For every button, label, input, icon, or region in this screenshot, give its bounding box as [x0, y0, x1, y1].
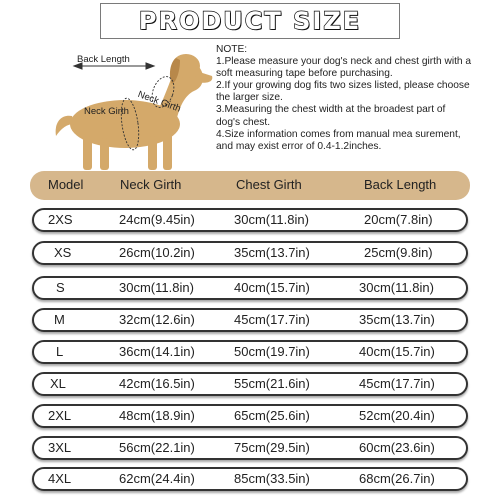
cell-model: 2XS [48, 212, 73, 227]
cell-neck: 62cm(24.4in) [119, 471, 195, 486]
cell-neck: 32cm(12.6in) [119, 312, 195, 327]
dog-measurement-diagram [0, 44, 215, 174]
cell-chest: 40cm(15.7in) [234, 280, 310, 295]
cell-chest: 85cm(33.5in) [234, 471, 310, 486]
header-back-length: Back Length [364, 177, 437, 192]
table-row [32, 372, 468, 396]
cell-model: 3XL [48, 440, 72, 455]
note-line: 2.If your growing dog fits two sizes listed, please choose [216, 80, 470, 92]
note-line: and may exist error of 0.4-1.2inches. [216, 140, 382, 152]
back-length-label: Back Length [77, 54, 130, 65]
title-box [100, 3, 400, 39]
table-row [32, 308, 468, 332]
cell-neck: 48cm(18.9in) [119, 408, 195, 423]
cell-back: 60cm(23.6in) [359, 440, 435, 455]
cell-neck: 30cm(11.8in) [119, 280, 194, 295]
cell-neck: 56cm(22.1in) [119, 440, 195, 455]
neck-girth-label: Neck Girth [84, 106, 129, 117]
table-row [32, 404, 468, 428]
note-line: the larger size. [216, 92, 283, 104]
cell-back: 52cm(20.4in) [359, 408, 435, 423]
note-line: 1.Please measure your dog's neck and chest girth with a [216, 56, 472, 68]
header-model: Model [48, 177, 84, 192]
cell-neck: 26cm(10.2in) [119, 245, 195, 260]
cell-model: XS [54, 245, 72, 260]
cell-neck: 24cm(9.45in) [119, 212, 195, 227]
cell-chest: 35cm(13.7in) [234, 245, 310, 260]
note-line: dog's chest. [216, 116, 271, 128]
cell-back: 25cm(9.8in) [364, 245, 433, 260]
cell-model: S [56, 280, 65, 295]
cell-model: XL [50, 376, 66, 391]
cell-chest: 75cm(29.5in) [234, 440, 310, 455]
cell-chest: 50cm(19.7in) [234, 344, 310, 359]
page-title: PRODUCT SIZE [138, 7, 362, 35]
cell-back: 45cm(17.7in) [359, 376, 435, 391]
cell-chest: 30cm(11.8in) [234, 212, 309, 227]
cell-chest: 45cm(17.7in) [234, 312, 310, 327]
header-chest-girth: Chest Girth [236, 177, 302, 192]
cell-back: 35cm(13.7in) [359, 312, 435, 327]
table-row [32, 276, 468, 300]
cell-back: 68cm(26.7in) [359, 471, 435, 486]
dog-silhouette [56, 54, 213, 170]
header-neck-girth: Neck Girth [120, 177, 182, 192]
notes-block [216, 44, 500, 153]
cell-chest: 65cm(25.6in) [234, 408, 310, 423]
cell-model: 2XL [48, 408, 72, 423]
table-header [30, 171, 470, 200]
cell-back: 20cm(7.8in) [364, 212, 433, 227]
cell-back: 40cm(15.7in) [359, 344, 435, 359]
chest-girth-label: Neck Girth [136, 89, 183, 115]
table-row [32, 436, 468, 460]
table-row [32, 241, 468, 265]
cell-chest: 55cm(21.6in) [234, 376, 310, 391]
table-row [32, 208, 468, 232]
note-line: soft measuring tape before purchasing. [216, 68, 393, 80]
cell-model: L [56, 344, 64, 359]
cell-neck: 36cm(14.1in) [119, 344, 195, 359]
note-line: NOTE: [216, 44, 248, 55]
cell-neck: 42cm(16.5in) [119, 376, 195, 391]
note-line: 4.Size information comes from manual mea surement, [216, 128, 461, 140]
note-line: 3.Measuring the chest width at the broadest part of [216, 104, 446, 116]
table-row [32, 340, 468, 364]
cell-model: 4XL [48, 471, 72, 486]
table-row [32, 467, 468, 491]
cell-back: 30cm(11.8in) [359, 280, 434, 295]
cell-model: M [54, 312, 65, 327]
